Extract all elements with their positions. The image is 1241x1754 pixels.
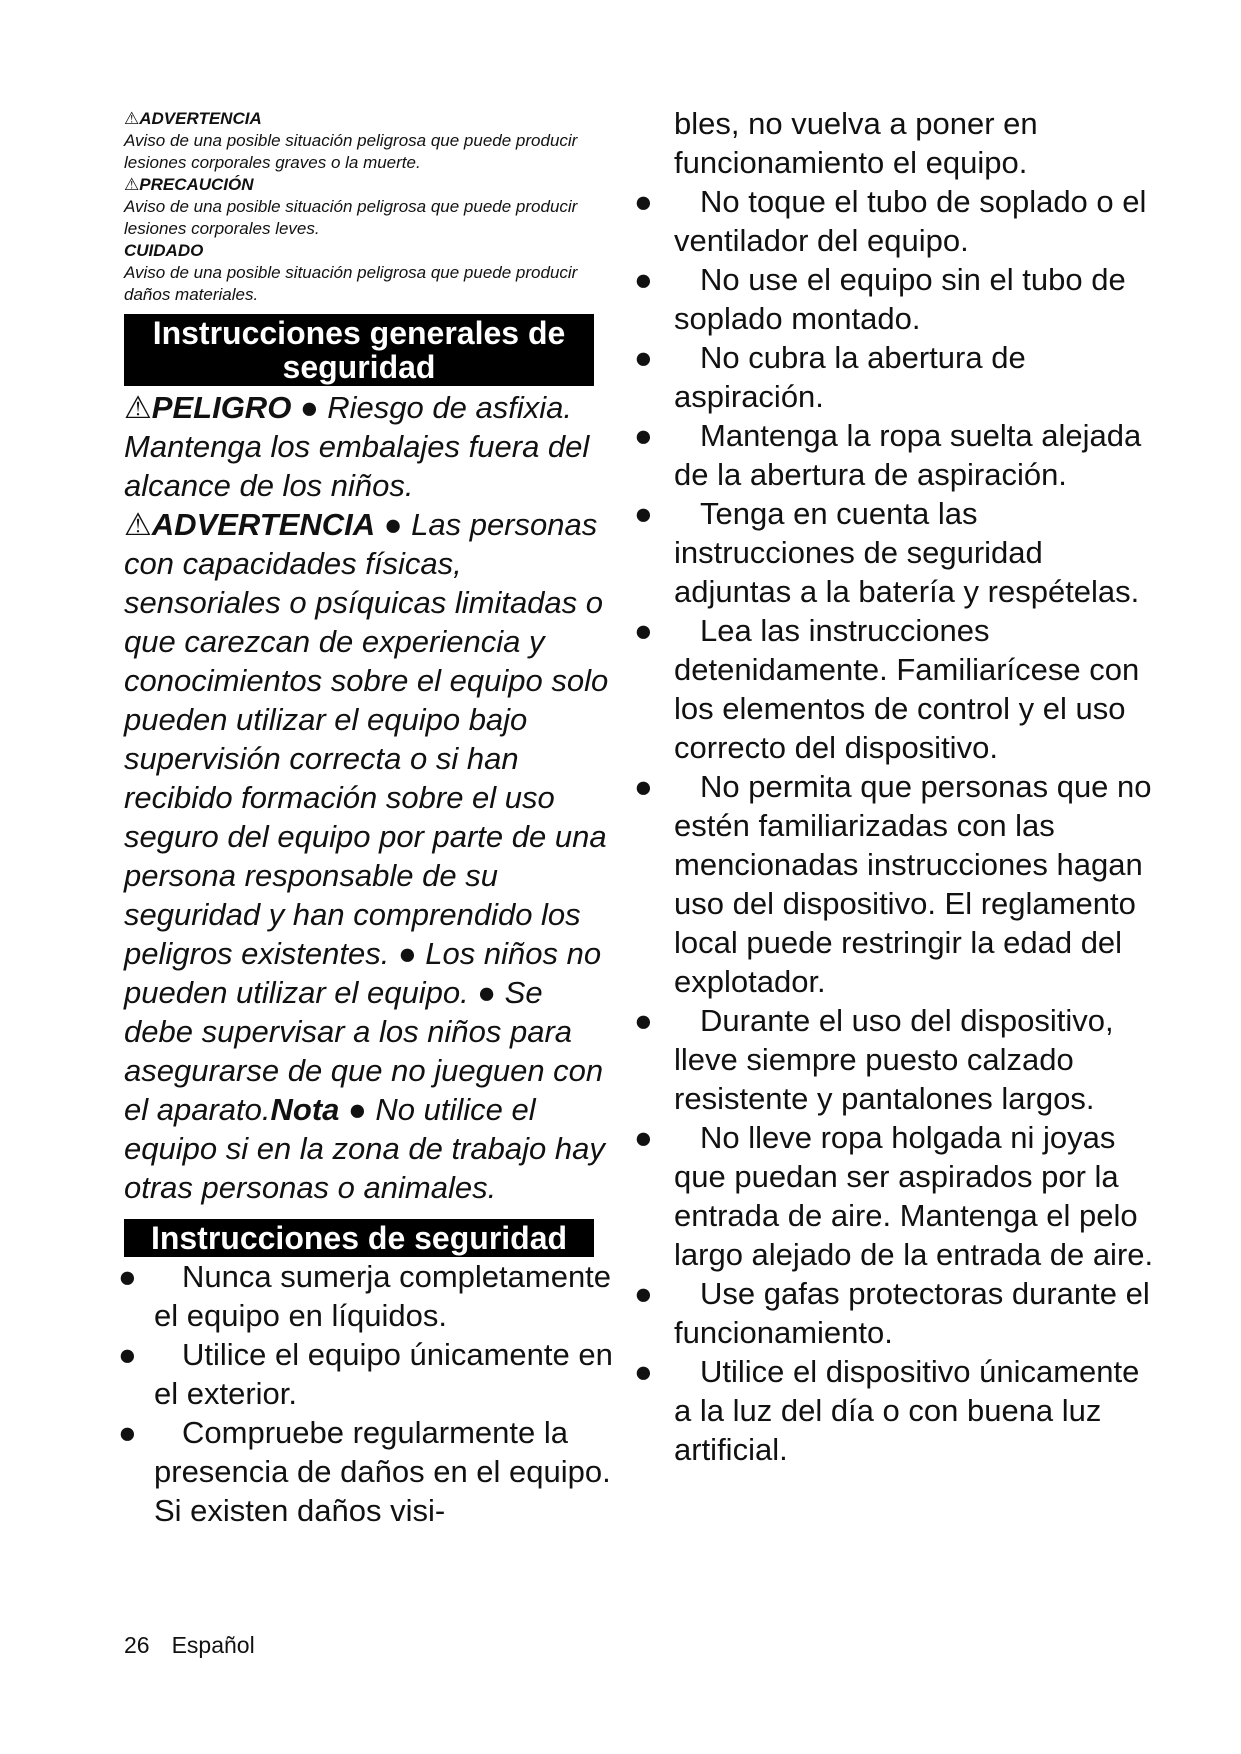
peligro-text: ● Riesgo de asfixia. Mantenga los embalajes fuera del alcance de los niños. [124,390,590,503]
signal-label-cuidado: CUIDADO [124,241,204,260]
general-safety-text [124,388,620,1207]
left-column [118,108,620,1530]
nota-text: ● No utilice el equipo si en la zona de trabajo hay otras personas o animales. [124,1092,605,1205]
list-item: ● No lleve ropa holgada ni joyas que puedan ser aspirados por la entrada de aire. Mantenga el pelo largo alejado de la entrada de aire. [634,1120,1154,1272]
right-column [634,104,1160,1469]
list-item: ● No toque el tubo de soplado o el ventilador del equipo. [634,184,1147,258]
bullet-icon: ● [634,496,653,531]
safety-list-right [634,182,1160,1469]
list-item: ● No use el equipo sin el tubo de soplado montado. [634,262,1126,336]
bullet-icon: ● [634,418,653,453]
bullet-icon: ● [634,1276,653,1311]
advertencia-label: ADVERTENCIA [151,507,376,542]
signal-label-advertencia: ⚠ADVERTENCIA [124,109,262,128]
list-item: ● Compruebe regularmente la presencia de daños en el equipo. Si existen daños visi- [118,1415,611,1528]
signal-label-precaucion: ⚠PRECAUCIÓN [124,175,254,194]
bullet-icon: ● [634,1354,653,1389]
list-item: ● Utilice el dispositivo únicamente a la luz del día o con buena luz artificial. [634,1354,1140,1467]
safety-heading: Instrucciones de seguridad [124,1219,594,1257]
list-item: ● Nunca sumerja completamente el equipo en líquidos. [118,1259,612,1333]
bullet-icon: ● [118,1337,137,1372]
bullet-icon: ● [634,262,653,297]
signal-desc-cuidado: Aviso de una posible situación peligrosa que puede producir daños materiales. [124,263,578,304]
bullet-icon: ● [634,1120,653,1155]
list-item: ● Lea las instrucciones detenidamente. Familiarícese con los elementos de control y el uso correcto del dispositivo. [634,613,1140,765]
warning-triangle-icon: ⚠ [124,175,140,194]
list-item: ● Tenga en cuenta las instrucciones de seguridad adjuntas a la batería y respételas. [634,496,1140,609]
signal-desc-precaucion: Aviso de una posible situación peligrosa que puede producir lesiones corporales leves. [124,197,578,238]
footer-language: Español [171,1632,255,1658]
safety-list-left [118,1257,620,1530]
list-item: ● Use gafas protectoras durante el funcionamiento. [634,1276,1150,1350]
bullet-icon: ● [634,769,653,804]
list-item: ● Utilice el equipo únicamente en el exterior. [118,1337,613,1411]
bullet-icon: ● [118,1259,137,1294]
bullet-icon: ● [118,1415,137,1450]
general-safety-heading: Instrucciones generales de seguridad [124,314,594,386]
list-item: ● No permita que personas que no estén familiarizadas con las mencionadas instrucciones hagan uso del dispositivo. El reglamento local puede restringir la edad del explotador. [634,769,1152,999]
nota-label: Nota [270,1092,340,1127]
signal-legend [124,108,620,306]
list-item: ● Durante el uso del dispositivo, lleve siempre puesto calzado resistente y pantalones largos. [634,1003,1114,1116]
page-number: 26 [124,1632,150,1658]
bullet-icon: ● [634,613,653,648]
list-item: ● No cubra la abertura de aspiración. [634,340,1026,414]
bullet-icon: ● [634,1003,653,1038]
bullet-icon: ● [634,184,653,219]
peligro-label: PELIGRO [151,390,292,425]
advertencia-text: ● Las personas con capacidades físicas, sensoriales o psíquicas limitadas o que carezcan de experiencia y conocimientos sobre el equipo solo pueden utilizar el equipo bajo supervisión correcta o si han recibido formación sobre el uso seguro del equipo por parte de una persona responsable de su seguridad y han comprendido los peligros existentes. ● Los niños no pueden utilizar el equipo. ● Se debe supervisar a los niños para asegurarse de que no jueguen con el aparato. [124,507,609,1127]
page-footer [124,1632,277,1659]
signal-desc-advertencia: Aviso de una posible situación peligrosa que puede producir lesiones corporales graves o la muerte. [124,131,578,172]
warning-triangle-icon: ⚠ [124,109,140,128]
list-item-continuation: bles, no vuelva a poner en funcionamiento el equipo. [674,106,1038,180]
bullet-icon: ● [634,340,653,375]
list-item: ● Mantenga la ropa suelta alejada de la abertura de aspiración. [634,418,1142,492]
warning-triangle-icon: ⚠ [124,390,152,425]
warning-triangle-icon: ⚠ [124,507,152,542]
